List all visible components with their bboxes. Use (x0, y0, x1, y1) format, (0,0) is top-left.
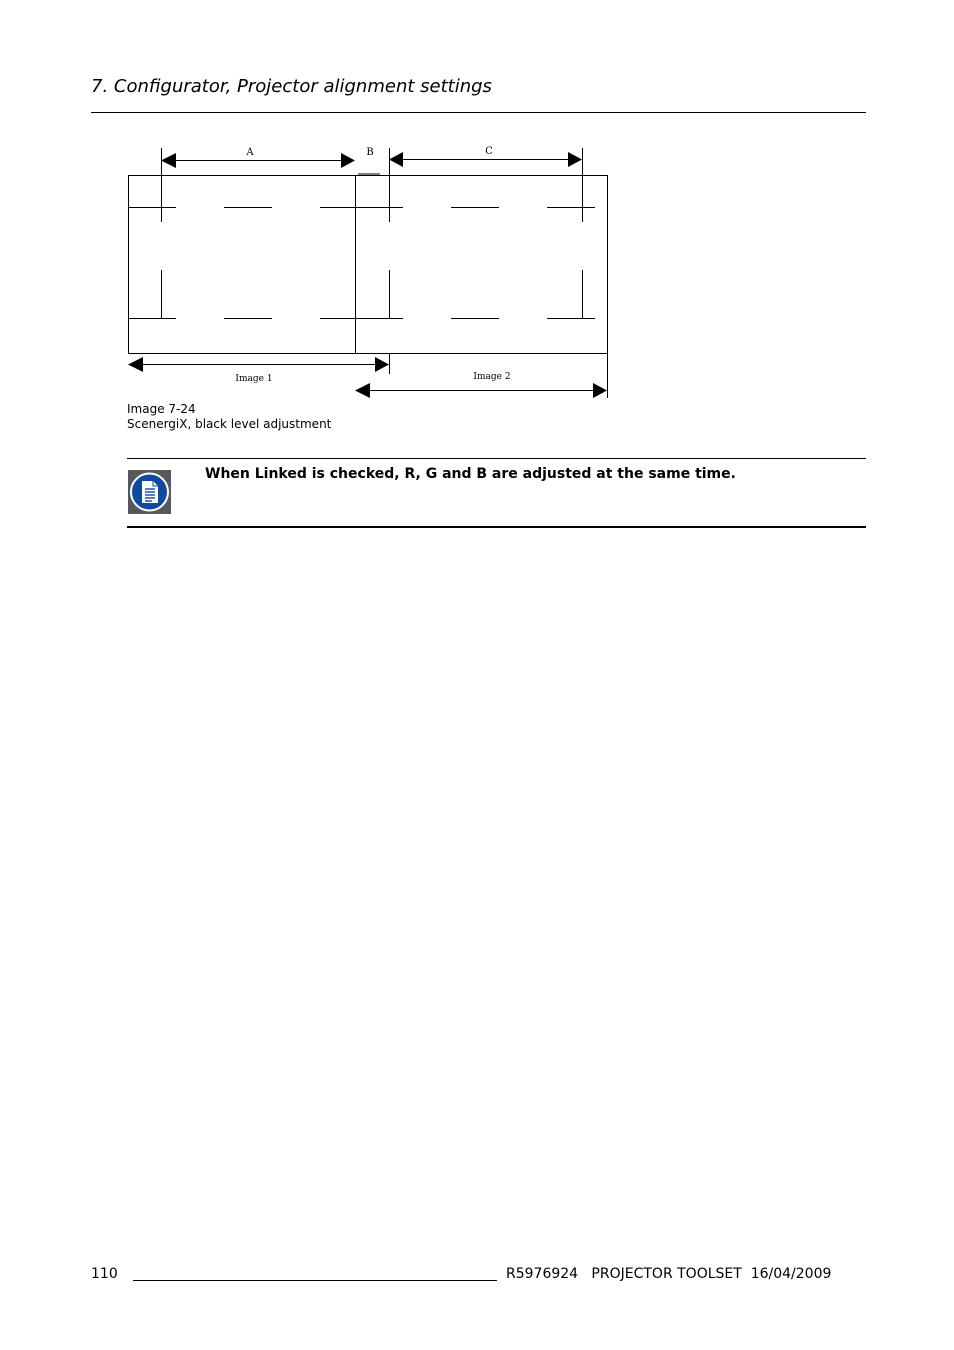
arrowhead (568, 152, 582, 167)
label-b: B (366, 147, 374, 158)
image2-frame (356, 176, 608, 354)
arrowhead (161, 153, 176, 168)
figure-caption (127, 402, 331, 432)
arrowhead (355, 383, 370, 398)
image1-frame (129, 176, 356, 354)
document-note-icon (128, 470, 171, 514)
blend-zone-diagram (120, 140, 620, 402)
arrowhead (375, 357, 389, 372)
footer-divider (133, 1280, 497, 1281)
footer-doc-reference: R5976924 PROJECTOR TOOLSET 16/04/2009 (506, 1266, 832, 1282)
caption-text: ScenergiX, black level adjustment (127, 417, 332, 431)
label-a: A (246, 147, 254, 158)
note-top-divider (127, 458, 866, 459)
label-image1: Image 1 (235, 374, 273, 384)
arrowhead (389, 152, 403, 167)
label-image2: Image 2 (473, 372, 511, 382)
page-number: 110 (91, 1266, 118, 1282)
note-text: When Linked is checked, R, G and B are adjusted at the same time. (205, 466, 736, 482)
arrowhead (593, 383, 607, 398)
header-divider (91, 112, 866, 113)
caption-number: Image 7-24 (127, 402, 196, 416)
label-c: C (485, 146, 493, 157)
arrowhead (128, 357, 143, 372)
arrowhead (341, 153, 355, 168)
note-bottom-divider (127, 526, 866, 528)
chapter-title: 7. Configurator, Projector alignment settings (91, 76, 492, 97)
